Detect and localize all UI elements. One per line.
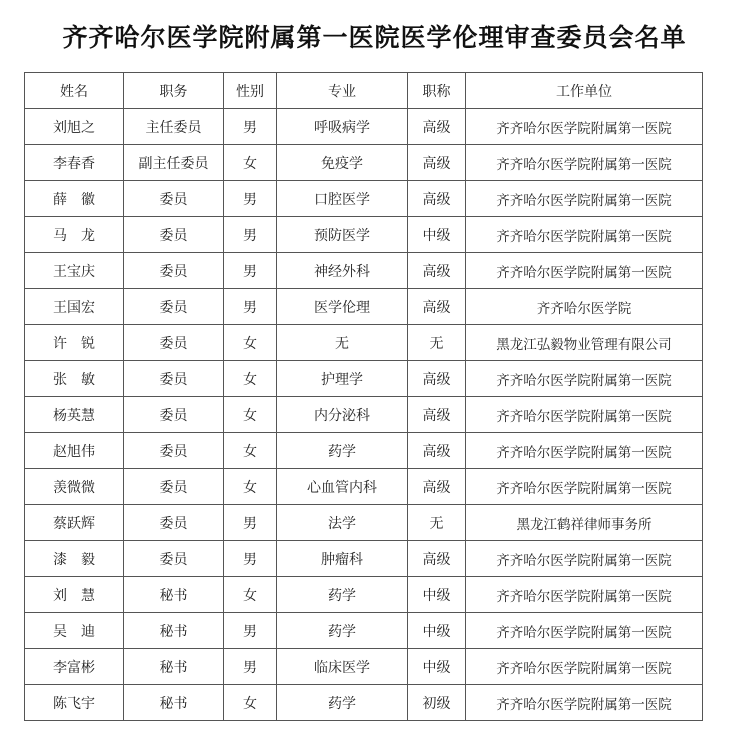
cell-position: 委员 xyxy=(124,361,224,397)
cell-title: 中级 xyxy=(408,649,466,685)
cell-workplace: 齐齐哈尔医学院附属第一医院 xyxy=(466,181,703,217)
table-row xyxy=(25,505,703,541)
cell-specialty: 肿瘤科 xyxy=(277,541,408,577)
cell-title: 初级 xyxy=(408,685,466,721)
cell-workplace: 齐齐哈尔医学院附属第一医院 xyxy=(466,541,703,577)
cell-gender: 女 xyxy=(224,469,277,505)
cell-workplace: 齐齐哈尔医学院附属第一医院 xyxy=(466,361,703,397)
cell-specialty: 心血管内科 xyxy=(277,469,408,505)
committee-roster-table xyxy=(24,72,703,721)
cell-name: 许 锐 xyxy=(25,325,124,361)
cell-position: 委员 xyxy=(124,433,224,469)
cell-name: 赵旭伟 xyxy=(25,433,124,469)
table-row xyxy=(25,433,703,469)
table-row xyxy=(25,541,703,577)
table-row xyxy=(25,289,703,325)
table-row xyxy=(25,325,703,361)
document-title: 齐齐哈尔医学院附属第一医院医学伦理审查委员会名单 xyxy=(62,23,687,52)
cell-workplace: 齐齐哈尔医学院附属第一医院 xyxy=(466,469,703,505)
cell-specialty: 免疫学 xyxy=(277,145,408,181)
cell-position: 委员 xyxy=(124,541,224,577)
cell-position: 主任委员 xyxy=(124,109,224,145)
cell-gender: 男 xyxy=(224,613,277,649)
table-row xyxy=(25,649,703,685)
cell-title: 高级 xyxy=(408,145,466,181)
cell-workplace: 齐齐哈尔医学院附属第一医院 xyxy=(466,577,703,613)
cell-gender: 男 xyxy=(224,505,277,541)
table-row xyxy=(25,217,703,253)
cell-title: 中级 xyxy=(408,217,466,253)
column-header-title: 职称 xyxy=(408,73,466,109)
cell-title: 高级 xyxy=(408,109,466,145)
table-row xyxy=(25,397,703,433)
cell-title: 高级 xyxy=(408,469,466,505)
cell-name: 刘 慧 xyxy=(25,577,124,613)
table-row xyxy=(25,361,703,397)
cell-title: 高级 xyxy=(408,253,466,289)
table-row xyxy=(25,181,703,217)
cell-specialty: 法学 xyxy=(277,505,408,541)
cell-position: 委员 xyxy=(124,253,224,289)
cell-gender: 女 xyxy=(224,325,277,361)
cell-specialty: 预防医学 xyxy=(277,217,408,253)
cell-gender: 男 xyxy=(224,541,277,577)
cell-name: 杨英慧 xyxy=(25,397,124,433)
cell-title: 无 xyxy=(408,505,466,541)
cell-specialty: 护理学 xyxy=(277,361,408,397)
cell-workplace: 齐齐哈尔医学院 xyxy=(466,289,703,325)
cell-gender: 男 xyxy=(224,289,277,325)
cell-gender: 女 xyxy=(224,685,277,721)
cell-title: 无 xyxy=(408,325,466,361)
cell-position: 委员 xyxy=(124,289,224,325)
column-header-workplace: 工作单位 xyxy=(466,73,703,109)
cell-position: 委员 xyxy=(124,469,224,505)
cell-position: 委员 xyxy=(124,325,224,361)
cell-name: 羡微微 xyxy=(25,469,124,505)
cell-gender: 男 xyxy=(224,649,277,685)
cell-specialty: 呼吸病学 xyxy=(277,109,408,145)
cell-name: 蔡跃辉 xyxy=(25,505,124,541)
cell-position: 秘书 xyxy=(124,577,224,613)
cell-workplace: 齐齐哈尔医学院附属第一医院 xyxy=(466,649,703,685)
cell-specialty: 药学 xyxy=(277,685,408,721)
cell-gender: 男 xyxy=(224,217,277,253)
cell-position: 秘书 xyxy=(124,685,224,721)
cell-position: 副主任委员 xyxy=(124,145,224,181)
cell-specialty: 药学 xyxy=(277,577,408,613)
cell-specialty: 内分泌科 xyxy=(277,397,408,433)
cell-gender: 男 xyxy=(224,253,277,289)
cell-workplace: 齐齐哈尔医学院附属第一医院 xyxy=(466,217,703,253)
table-row xyxy=(25,577,703,613)
cell-workplace: 黑龙江鹤祥律师事务所 xyxy=(466,505,703,541)
cell-gender: 女 xyxy=(224,577,277,613)
cell-position: 委员 xyxy=(124,397,224,433)
cell-title: 高级 xyxy=(408,181,466,217)
cell-workplace: 齐齐哈尔医学院附属第一医院 xyxy=(466,613,703,649)
cell-title: 高级 xyxy=(408,541,466,577)
table-row xyxy=(25,469,703,505)
cell-specialty: 口腔医学 xyxy=(277,181,408,217)
cell-specialty: 药学 xyxy=(277,433,408,469)
cell-title: 高级 xyxy=(408,397,466,433)
cell-name: 张 敏 xyxy=(25,361,124,397)
cell-specialty: 神经外科 xyxy=(277,253,408,289)
table-body xyxy=(25,109,703,721)
cell-name: 马 龙 xyxy=(25,217,124,253)
cell-title: 中级 xyxy=(408,613,466,649)
cell-name: 李富彬 xyxy=(25,649,124,685)
cell-workplace: 齐齐哈尔医学院附属第一医院 xyxy=(466,145,703,181)
cell-workplace: 齐齐哈尔医学院附属第一医院 xyxy=(466,253,703,289)
cell-name: 薛 徽 xyxy=(25,181,124,217)
cell-position: 委员 xyxy=(124,181,224,217)
cell-name: 吴 迪 xyxy=(25,613,124,649)
cell-specialty: 无 xyxy=(277,325,408,361)
column-header-specialty: 专业 xyxy=(277,73,408,109)
cell-name: 漆 毅 xyxy=(25,541,124,577)
cell-gender: 女 xyxy=(224,145,277,181)
cell-gender: 女 xyxy=(224,433,277,469)
cell-position: 委员 xyxy=(124,505,224,541)
table-header-row xyxy=(25,73,703,109)
cell-workplace: 齐齐哈尔医学院附属第一医院 xyxy=(466,397,703,433)
cell-gender: 女 xyxy=(224,397,277,433)
column-header-position: 职务 xyxy=(124,73,224,109)
cell-title: 高级 xyxy=(408,433,466,469)
table-row xyxy=(25,145,703,181)
column-header-gender: 性别 xyxy=(224,73,277,109)
cell-name: 刘旭之 xyxy=(25,109,124,145)
cell-title: 中级 xyxy=(408,577,466,613)
cell-specialty: 临床医学 xyxy=(277,649,408,685)
table-row xyxy=(25,685,703,721)
cell-name: 王宝庆 xyxy=(25,253,124,289)
cell-workplace: 黑龙江弘毅物业管理有限公司 xyxy=(466,325,703,361)
cell-gender: 男 xyxy=(224,181,277,217)
cell-name: 李春香 xyxy=(25,145,124,181)
cell-gender: 女 xyxy=(224,361,277,397)
cell-workplace: 齐齐哈尔医学院附属第一医院 xyxy=(466,433,703,469)
cell-title: 高级 xyxy=(408,289,466,325)
cell-specialty: 药学 xyxy=(277,613,408,649)
cell-specialty: 医学伦理 xyxy=(277,289,408,325)
column-header-name: 姓名 xyxy=(25,73,124,109)
cell-title: 高级 xyxy=(408,361,466,397)
cell-gender: 男 xyxy=(224,109,277,145)
table-row xyxy=(25,109,703,145)
table-row xyxy=(25,613,703,649)
cell-name: 陈飞宇 xyxy=(25,685,124,721)
cell-name: 王国宏 xyxy=(25,289,124,325)
table-row xyxy=(25,253,703,289)
cell-position: 委员 xyxy=(124,217,224,253)
cell-workplace: 齐齐哈尔医学院附属第一医院 xyxy=(466,109,703,145)
cell-position: 秘书 xyxy=(124,613,224,649)
cell-position: 秘书 xyxy=(124,649,224,685)
cell-workplace: 齐齐哈尔医学院附属第一医院 xyxy=(466,685,703,721)
